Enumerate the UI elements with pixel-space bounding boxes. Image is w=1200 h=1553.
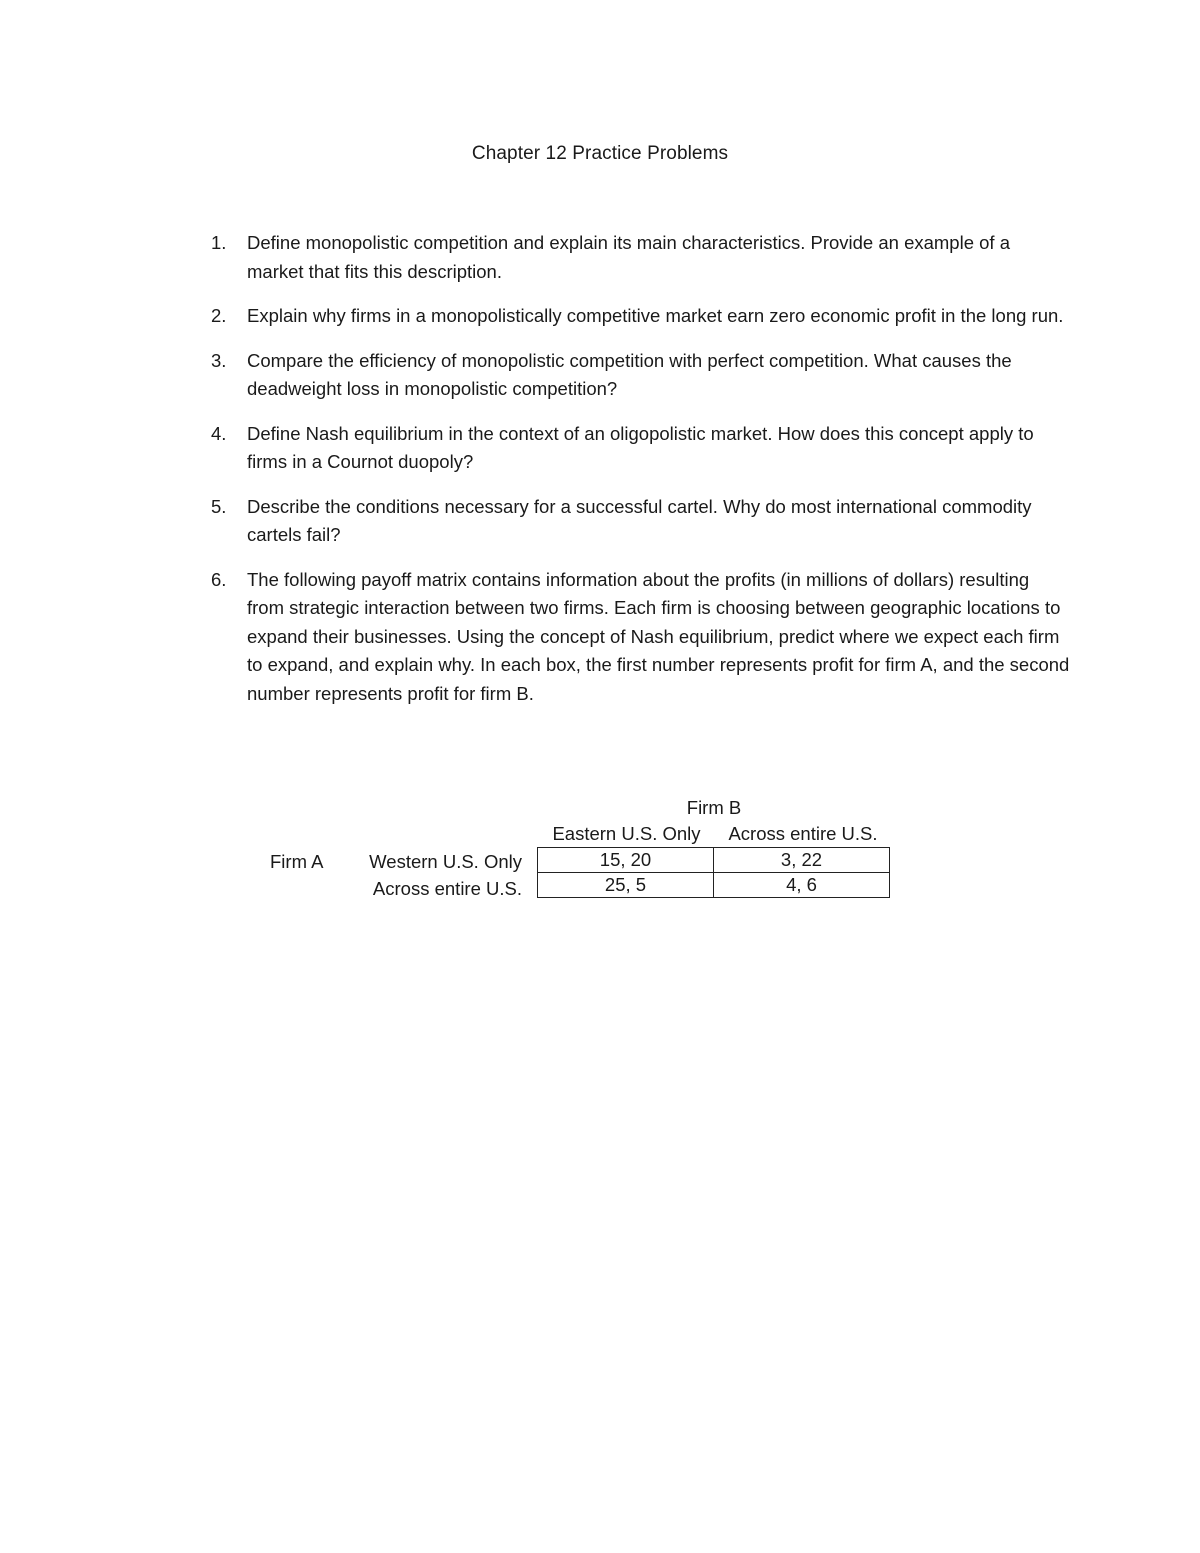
row-header-across: Across entire U.S. (372, 878, 522, 899)
payoff-row (538, 848, 890, 873)
question-item (211, 302, 1071, 331)
question-text: Explain why firms in a monopolistically competitive market earn zero economic profit in the long run. (247, 305, 1064, 326)
question-list (211, 229, 1071, 724)
question-number: 1. (211, 232, 227, 253)
page-title: Chapter 12 Practice Problems (471, 143, 729, 164)
payoff-grid (537, 847, 890, 898)
question-item (211, 493, 1071, 550)
question-number: 2. (211, 305, 227, 326)
question-item (211, 347, 1071, 404)
payoff-cell: 25, 5 (538, 873, 714, 898)
question-number: 4. (211, 422, 227, 444)
question-text: Describe the conditions necessary for a successful cartel. Why do most international commodity cartels fail? (247, 495, 1032, 545)
question-item (211, 566, 1071, 709)
payoff-cell: 4, 6 (714, 873, 890, 898)
question-text: Define Nash equilibrium in the context of an oligopolistic market. How does this concept apply to firms in a Cournot duopoly? (247, 422, 1034, 472)
column-player-label: Firm B (686, 797, 742, 818)
question-number: 5. (211, 495, 227, 517)
question-text: The following payoff matrix contains information about the profits (in millions of dollars) resulting from strategic interaction between two firms. Each firm is choosing between geographic locations to expand their businesses. Using the concept of Nash equilibrium, predict where we expect each firm to expand, and explain why. In each box, the first number represents profit for firm A, and the second number represents profit for firm B. (247, 568, 1070, 704)
payoff-row (538, 873, 890, 898)
question-item (211, 420, 1071, 477)
question-text: Compare the efficiency of monopolistic competition with perfect competition. What causes the deadweight loss in monopolistic competition? (247, 349, 1012, 399)
question-number: 6. (211, 568, 227, 590)
row-player-label: Firm A (270, 851, 324, 872)
column-header-across: Across entire U.S. (728, 823, 878, 844)
payoff-cell: 15, 20 (538, 848, 714, 873)
row-header-western: Western U.S. Only (369, 851, 522, 872)
payoff-cell: 3, 22 (714, 848, 890, 873)
column-header-eastern: Eastern U.S. Only (552, 823, 701, 844)
question-item (211, 229, 1071, 286)
question-number: 3. (211, 349, 227, 371)
question-text: Define monopolistic competition and explain its main characteristics. Provide an example of a market that fits this description. (247, 232, 1010, 282)
